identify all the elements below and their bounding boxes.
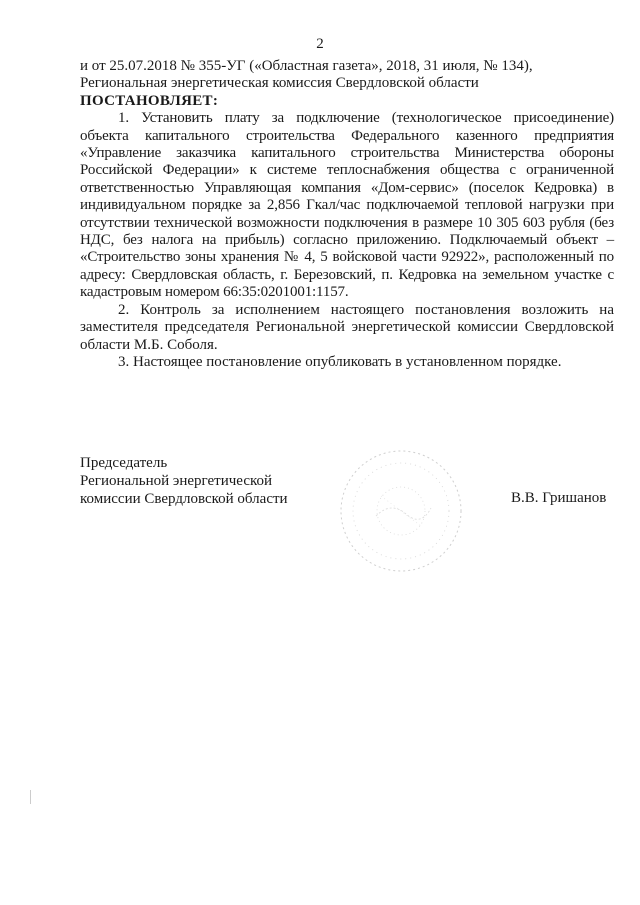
document-body (80, 58, 614, 371)
resolution-heading: ПОСТАНОВЛЯЕТ: (80, 92, 219, 109)
intro-line-1: и от 25.07.2018 № 355-УГ («Областная газета», 2018, 31 июля, № 134), (80, 58, 533, 74)
signature-position (80, 454, 288, 508)
intro-line-2: Региональная энергетическая комиссия Свердловской области (80, 75, 479, 92)
resolution-item-2: 2. Контроль за исполнением настоящего постановления возложить на заместителя председателя Региональной энергетической комиссии Свердловской области М.Б. Соболя. (80, 301, 614, 353)
resolution-item-1: 1. Установить плату за подключение (технологическое присоединение) объекта капитального строительства Федерального казенного предприятия «Управление заказчика капитального строительства Министерства обороны Российской Федерации» к системе теплоснабжения общества с ограниченной ответственностью Управляющая компания «Дом-сервис» (поселок Кедровка) в индивидуальном порядке за 2,856 Гкал/час подключаемой тепловой нагрузки при отсутствии технической возможности подключения в размере 10 305 603 рубля (без НДС, без налога на прибыль) согласно приложению. Подключаемый объект – «Строительство зоны хранения № 4, 5 войсковой части 92922», расположенный по адресу: Свердловская область, г. Березовский, п. Кедровка на земельном участке с кадастровым номером 66:35:0201001:1157. (80, 110, 614, 301)
position-line-2: Региональной энергетической (80, 473, 273, 489)
position-line-3: комиссии Свердловской области (80, 491, 288, 507)
page-number: 2 (316, 36, 324, 52)
resolution-item-3: 3. Настоящее постановление опубликовать в установленном порядке. (118, 353, 562, 370)
signer-name: В.В. Гришанов (511, 490, 607, 506)
scan-artifact (30, 790, 31, 804)
seal-stamp-icon (336, 446, 466, 576)
position-line-1: Председатель (80, 455, 168, 471)
